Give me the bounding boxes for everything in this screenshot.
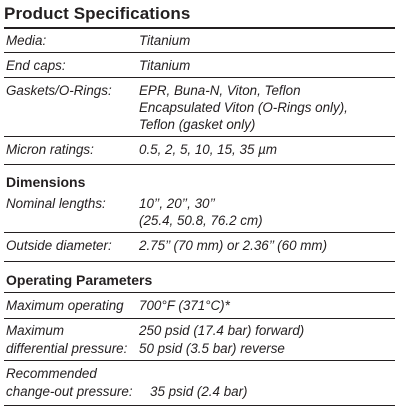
spec-value-line-2: Encapsulated Viton (O-Rings only),	[139, 100, 348, 115]
spec-value: 35 psid (2.4 bar)	[150, 384, 248, 399]
spec-label-line-1: Maximum	[6, 323, 65, 338]
spec-label-line-2: differential pressure:	[6, 341, 128, 356]
divider	[4, 232, 395, 233]
spec-label-line-1: Recommended	[6, 366, 97, 381]
spec-label: Maximum operating	[6, 298, 124, 313]
spec-value-line-2: (25.4, 50.8, 76.2 cm)	[139, 213, 263, 228]
spec-label: Outside diameter:	[6, 238, 112, 253]
spec-value-line-1: 10’’, 20’’, 30’’	[139, 196, 215, 211]
divider	[4, 360, 395, 361]
divider	[4, 292, 395, 293]
divider	[4, 164, 395, 165]
divider	[4, 77, 395, 78]
spec-label: Nominal lengths:	[6, 196, 106, 211]
spec-value: 700°F (371°C)*	[139, 298, 230, 313]
divider	[4, 261, 395, 262]
spec-label: Gaskets/O-Rings:	[6, 83, 112, 98]
spec-value-line-1: EPR, Buna-N, Viton, Teflon	[139, 83, 301, 98]
spec-value: 0.5, 2, 5, 10, 15, 35 µm	[139, 142, 277, 157]
section-heading-dimensions: Dimensions	[6, 174, 86, 190]
section-heading-operating: Operating Parameters	[6, 272, 153, 288]
spec-label: Micron ratings:	[6, 142, 94, 157]
divider	[4, 136, 395, 137]
spec-value-line-2: 50 psid (3.5 bar) reverse	[139, 341, 285, 356]
page-title: Product Specifications	[4, 4, 191, 23]
spec-value: Titanium	[139, 33, 191, 48]
spec-label: End caps:	[6, 58, 66, 73]
spec-label: Media:	[6, 33, 47, 48]
spec-value: Titanium	[139, 58, 191, 73]
spec-value: 2.75’’ (70 mm) or 2.36’’ (60 mm)	[139, 238, 328, 253]
divider	[4, 318, 395, 319]
spec-value-line-1: 250 psid (17.4 bar) forward)	[139, 323, 305, 338]
divider	[4, 405, 395, 406]
spec-label-line-2: change-out pressure:	[6, 384, 133, 399]
spec-value-line-3: Teflon (gasket only)	[139, 117, 256, 132]
title-rule	[4, 27, 395, 29]
divider	[4, 52, 395, 53]
